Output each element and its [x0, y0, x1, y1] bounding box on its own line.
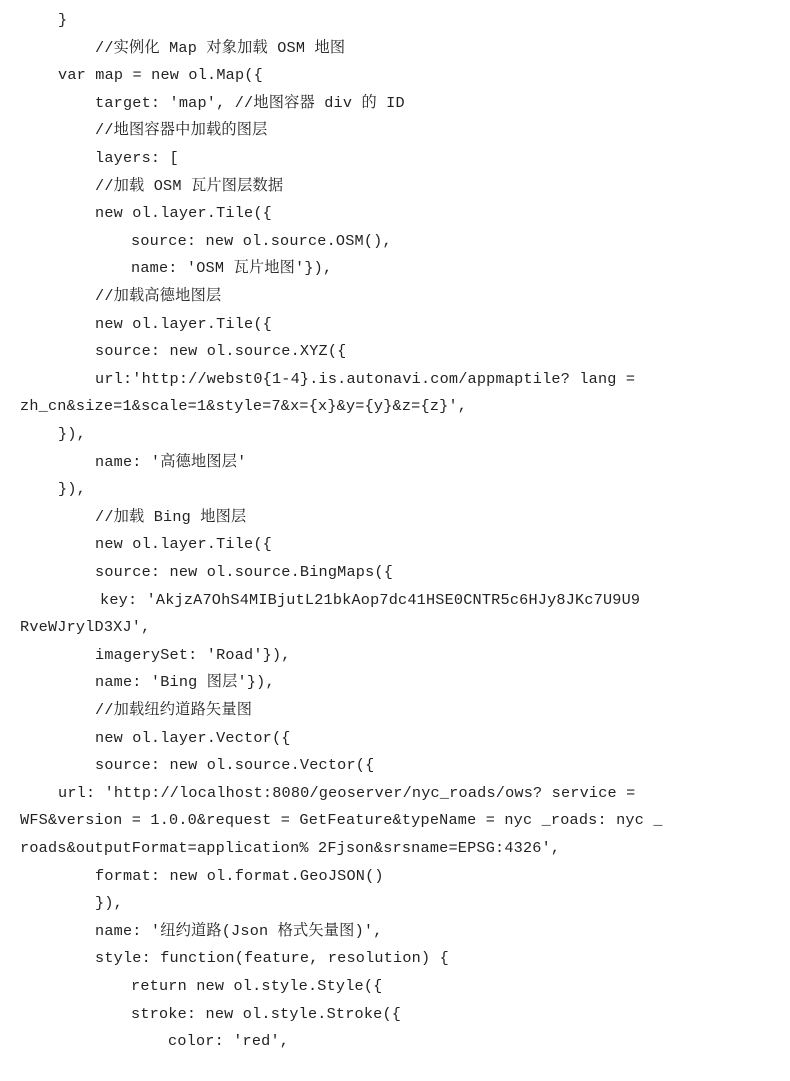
code-line: WFS&version = 1.0.0&request = GetFeature&typeName = nyc _roads: nyc _ [20, 811, 663, 829]
code-line: //加载 Bing 地图层 [95, 508, 247, 526]
code-line: style: function(feature, resolution) { [95, 949, 449, 967]
code-line: new ol.layer.Tile({ [95, 535, 272, 553]
code-line: name: 'Bing 图层'}), [95, 673, 275, 691]
code-line: source: new ol.source.OSM(), [131, 232, 392, 250]
code-line: }), [58, 480, 86, 498]
code-line: source: new ol.source.XYZ({ [95, 342, 347, 360]
code-line: format: new ol.format.GeoJSON() [95, 867, 384, 885]
code-line: }), [58, 425, 86, 443]
code-line: url:'http://webst0{1-4}.is.autonavi.com/appmaptile? lang = [95, 370, 636, 388]
code-line: name: 'OSM 瓦片地图'}), [131, 259, 333, 277]
code-line: new ol.layer.Vector({ [95, 729, 291, 747]
code-line: source: new ol.source.Vector({ [95, 756, 375, 774]
code-line: }), [95, 894, 123, 912]
code-line: //实例化 Map 对象加载 OSM 地图 [95, 39, 346, 57]
code-line: var map = new ol.Map({ [58, 66, 263, 84]
code-line: layers: [ [95, 149, 179, 167]
code-line: name: '高德地图层' [95, 453, 247, 471]
code-line: //加载 OSM 瓦片图层数据 [95, 177, 284, 195]
code-line: new ol.layer.Tile({ [95, 204, 272, 222]
code-line: color: 'red', [168, 1032, 290, 1050]
code-line: source: new ol.source.BingMaps({ [95, 563, 394, 581]
code-line: //地图容器中加载的图层 [95, 121, 268, 139]
code-line: url: 'http://localhost:8080/geoserver/nyc_roads/ows? service = [58, 784, 636, 802]
code-line: target: 'map', //地图容器 div 的 ID [95, 94, 405, 112]
code-line: name: '纽约道路(Json 格式矢量图)', [95, 922, 383, 940]
code-line: roads&outputFormat=application% 2Fjson&srsname=EPSG:4326', [20, 839, 561, 857]
code-line: return new ol.style.Style({ [131, 977, 383, 995]
code-line: zh_cn&size=1&scale=1&style=7&x={x}&y={y}&z={z}', [20, 397, 468, 415]
code-line: } [58, 11, 68, 29]
code-line: stroke: new ol.style.Stroke({ [131, 1005, 402, 1023]
code-line: //加载高德地图层 [95, 287, 222, 305]
code-line: imagerySet: 'Road'}), [95, 646, 291, 664]
code-line: key: 'AkjzA7OhS4MIBjutL21bkAop7dc41HSE0CNTR5c6HJy8JKc7U9U9 [100, 591, 641, 609]
code-line: //加载纽约道路矢量图 [95, 701, 253, 719]
code-line: new ol.layer.Tile({ [95, 315, 272, 333]
code-line: RveWJrylD3XJ', [20, 618, 151, 636]
